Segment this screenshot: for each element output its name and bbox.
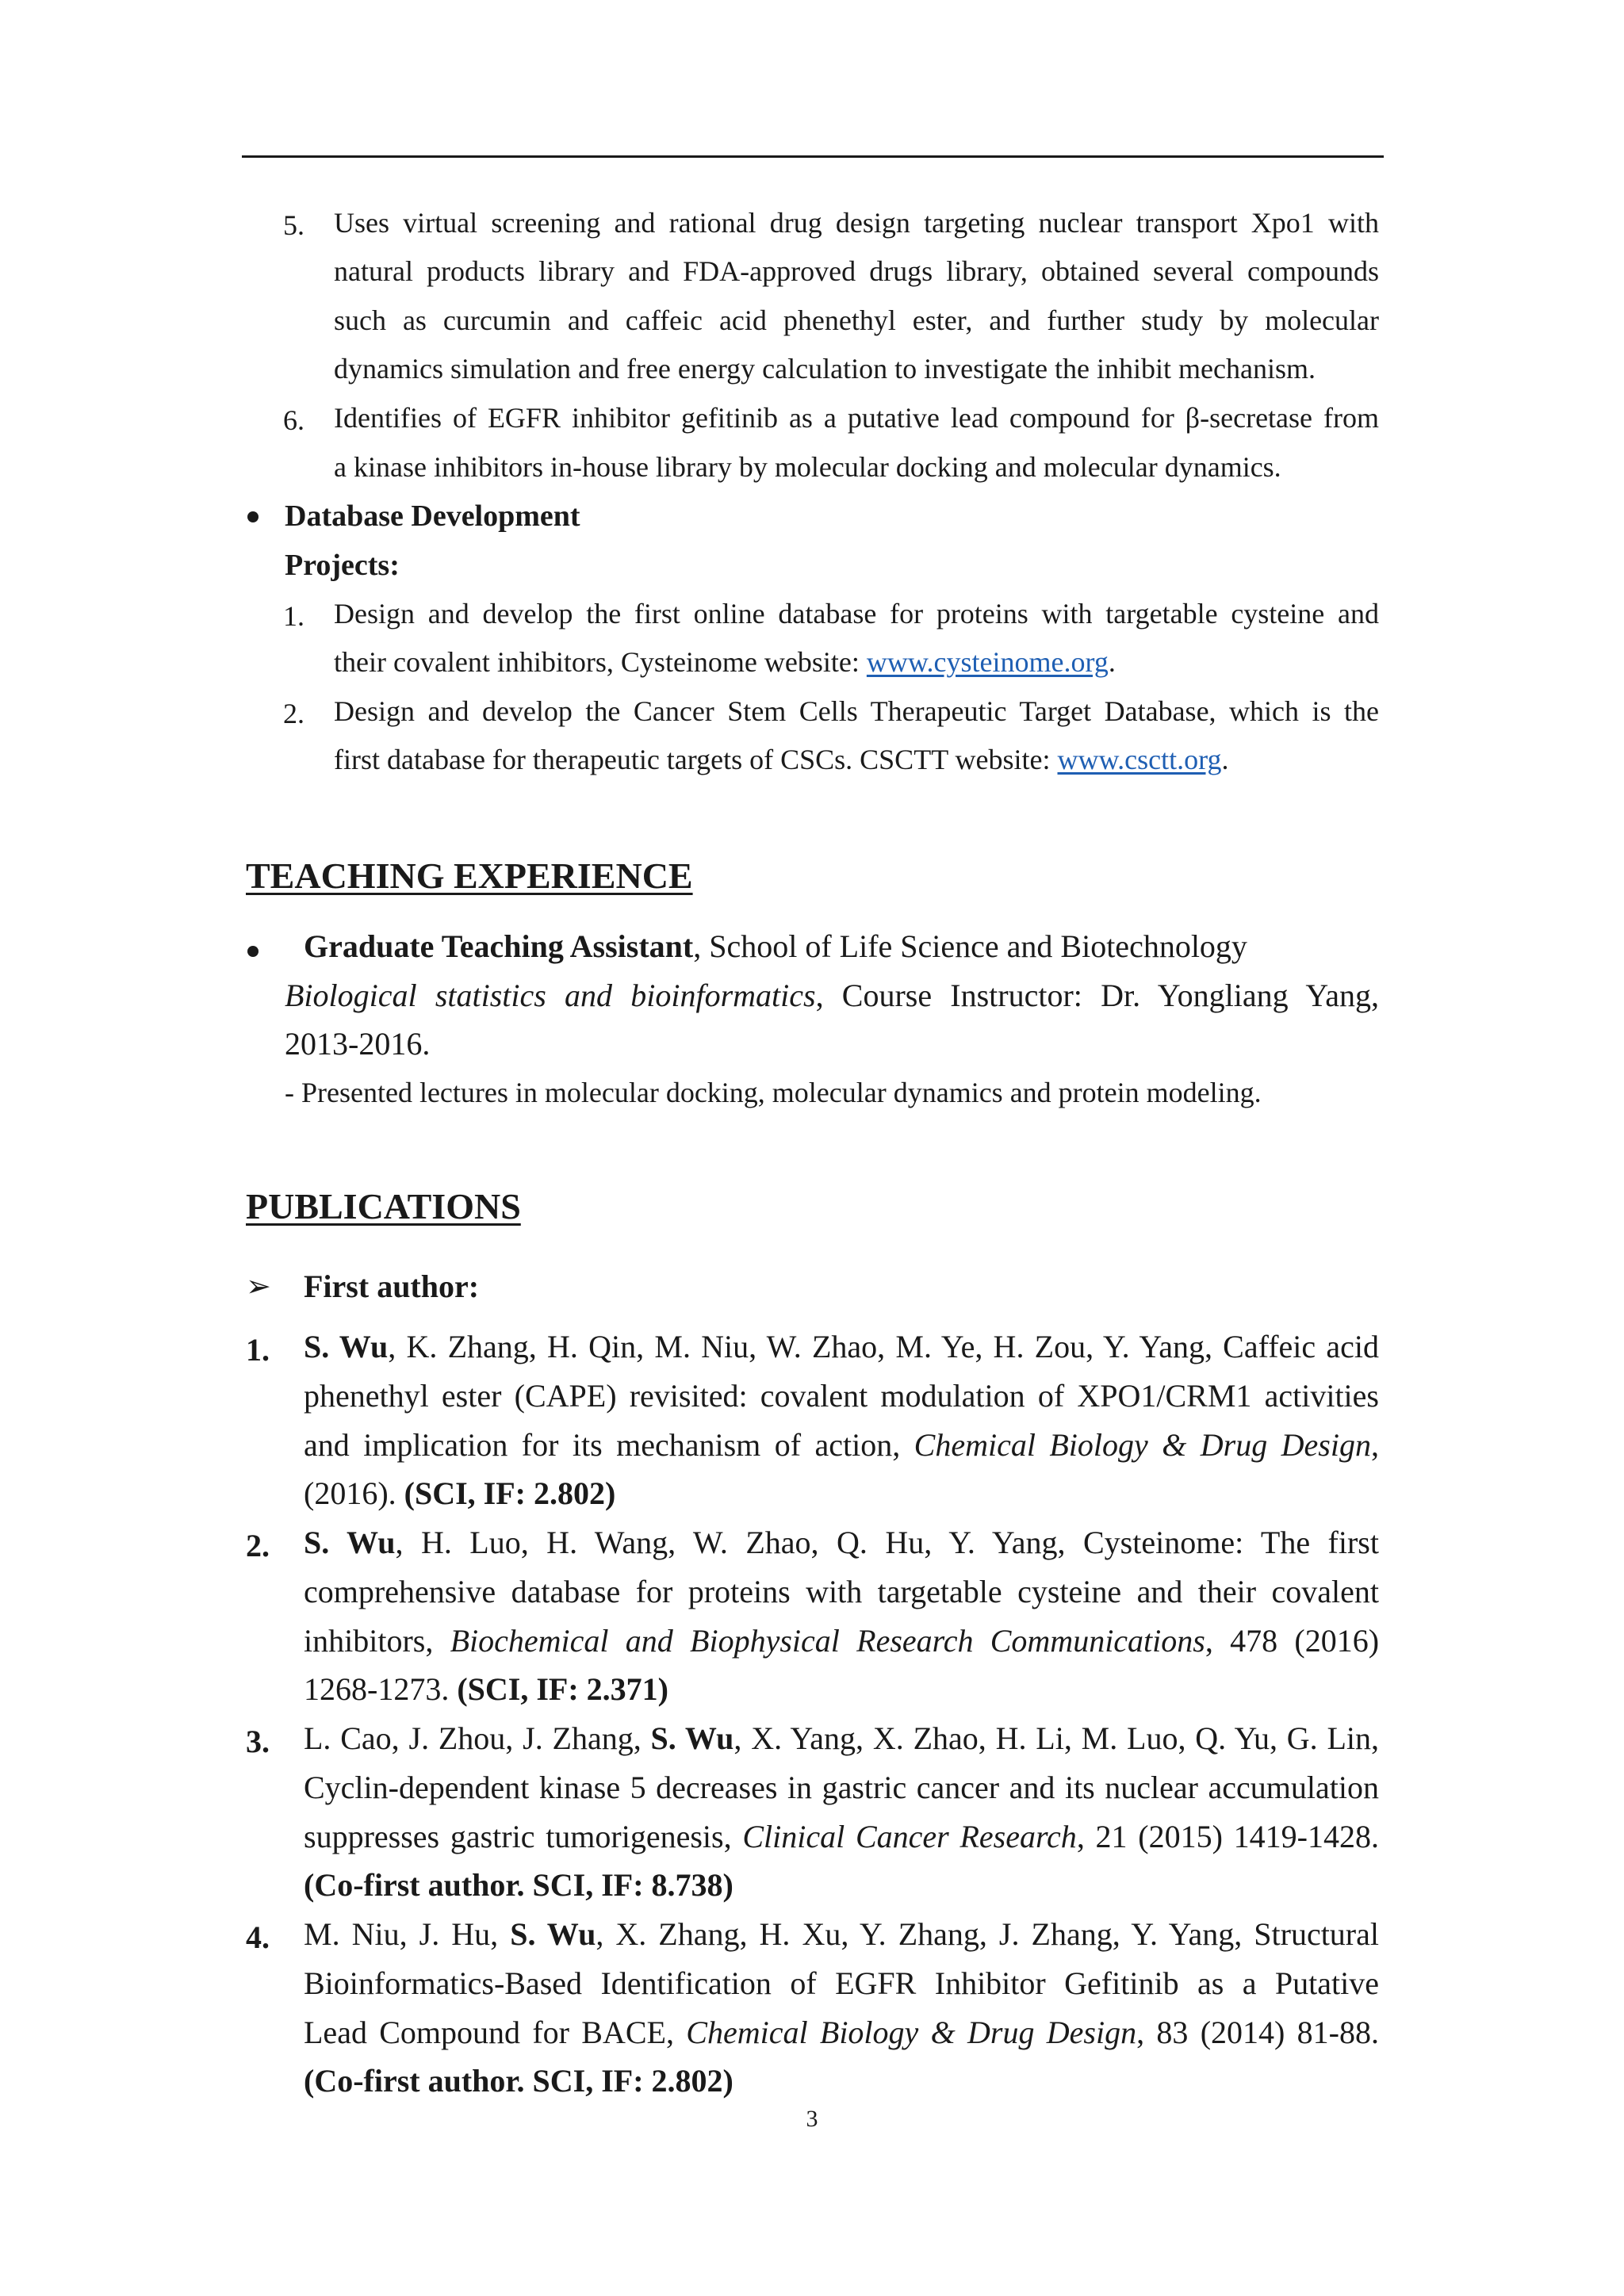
publication-text: , X. Zhang, H. Xu, Y. Zhang, J. Zhang, Y. Yang, Structural: [596, 1916, 1379, 1952]
page-number: 3: [806, 2106, 818, 2132]
project-line: Design and develop the first online database for proteins with targetable cysteine and: [334, 598, 1379, 629]
punctuation: .: [1108, 646, 1116, 678]
project-text: their covalent inhibitors, Cysteinome website:: [334, 646, 867, 678]
teaching-course-line: [285, 980, 1379, 1012]
publication-text: , X. Yang, X. Zhao, H. Li, M. Luo, Q. Yu, G. Lin,: [733, 1720, 1380, 1756]
publication-number: 2.: [246, 1528, 270, 1563]
teaching-course: Biological statistics and bioinformatics: [285, 978, 816, 1013]
publication-text: 1268-1273.: [304, 1671, 458, 1707]
projects-label: Projects:: [285, 549, 400, 582]
teaching-role-line: [304, 928, 1247, 964]
publication-text: ,: [1370, 1427, 1379, 1463]
section-title: Database Development: [285, 499, 580, 533]
project-number: 2.: [283, 698, 304, 729]
publications-heading: PUBLICATIONS: [246, 1186, 521, 1226]
research-item-line: Uses virtual screening and rational drug design targeting nuclear transport Xpo1 with: [334, 207, 1379, 239]
bullet-dot-icon: [247, 511, 259, 522]
publication-line: [304, 1429, 1379, 1461]
publication-line: Bioinformatics‐Based Identification of EGFR Inhibitor Gefitinib as a Putative: [304, 1965, 1379, 2001]
teaching-school: , School of Life Science and Biotechnology: [693, 928, 1247, 964]
publication-text: inhibitors,: [304, 1623, 450, 1659]
publication-text: , 21 (2015) 1419-1428.: [1076, 1819, 1379, 1854]
research-item-line: dynamics simulation and free energy calculation to investigate the inhibit mechanism.: [334, 353, 1316, 385]
author-highlight: S. Wu: [650, 1720, 734, 1756]
publication-line: [304, 1821, 1379, 1853]
publication-text: L. Cao, J. Zhou, J. Zhang,: [304, 1720, 651, 1756]
research-item-line: natural products library and FDA-approved drugs library, obtained several compounds: [334, 255, 1379, 287]
publication-text: suppresses gastric tumorigenesis,: [304, 1819, 743, 1854]
teaching-role: Graduate Teaching Assistant: [304, 928, 694, 964]
impact-factor: (SCI, IF: 2.371): [457, 1671, 668, 1707]
cysteinome-link[interactable]: www.cysteinome.org: [866, 646, 1109, 678]
publication-line: comprehensive database for proteins with targetable cysteine and their covalent: [304, 1574, 1379, 1609]
project-line: Design and develop the Cancer Stem Cells Therapeutic Target Database, which is the: [334, 695, 1379, 727]
journal-name: Clinical Cancer Research: [742, 1819, 1077, 1854]
journal-name: Chemical Biology & Drug Design: [914, 1427, 1371, 1463]
impact-factor: (Co-first author. SCI, IF: 2.802): [304, 2063, 733, 2099]
csctt-link[interactable]: www.csctt.org: [1057, 744, 1222, 775]
research-item-number: 6.: [283, 404, 304, 436]
journal-name: Biochemical and Biophysical Research Communications: [450, 1623, 1205, 1659]
author-highlight: S. Wu: [304, 1329, 389, 1364]
arrow-bullet-icon: ➢: [246, 1270, 271, 1303]
publication-number: 1.: [246, 1332, 270, 1368]
publication-line: [304, 1625, 1379, 1657]
project-number: 1.: [283, 600, 304, 632]
publication-text: , 83 (2014) 81-88.: [1136, 2015, 1379, 2050]
publication-text: and implication for its mechanism of action,: [304, 1427, 914, 1463]
publication-text: , H. Luo, H. Wang, W. Zhao, Q. Hu, Y. Yang, Cysteinome: The first: [395, 1525, 1379, 1560]
publication-number: 3.: [246, 1724, 270, 1759]
author-highlight: S. Wu: [304, 1525, 396, 1560]
impact-factor: (SCI, IF: 2.802): [404, 1475, 616, 1511]
publications-subheading: First author:: [304, 1269, 480, 1304]
publication-text: , 478 (2016): [1205, 1623, 1380, 1659]
project-line: [334, 648, 1116, 676]
publication-text: M. Niu, J. Hu,: [304, 1916, 511, 1952]
publication-text: , K. Zhang, H. Qin, M. Niu, W. Zhao, M. Ye, H. Zou, Y. Yang, Caffeic acid: [388, 1329, 1380, 1364]
publication-line: [304, 1527, 1379, 1559]
project-text: first database for therapeutic targets of CSCs. CSCTT website:: [334, 744, 1058, 775]
impact-factor: (Co-first author. SCI, IF: 8.738): [304, 1867, 733, 1903]
teaching-instructor: , Course Instructor: Dr. Yongliang Yang,: [815, 978, 1379, 1013]
journal-name: Chemical Biology & Drug Design: [686, 2015, 1137, 2050]
publication-line: Cyclin-dependent kinase 5 decreases in gastric cancer and its nuclear accumulation: [304, 1770, 1379, 1805]
publication-line: [304, 1475, 616, 1511]
publication-number: 4.: [246, 1919, 270, 1955]
teaching-heading: TEACHING EXPERIENCE: [246, 855, 693, 896]
research-item-line: a kinase inhibitors in-house library by molecular docking and molecular dynamics.: [334, 451, 1281, 483]
header-rule: [242, 155, 1384, 158]
teaching-years: 2013-2016.: [285, 1026, 431, 1062]
author-highlight: S. Wu: [510, 1916, 596, 1952]
publication-line: [304, 1331, 1379, 1363]
publication-line: [304, 1916, 1379, 1952]
publication-line: [304, 2017, 1379, 2049]
publication-text: Lead Compound for BACE,: [304, 2015, 687, 2050]
research-item-number: 5.: [283, 209, 304, 241]
publication-line: [304, 1720, 1380, 1756]
punctuation: .: [1221, 744, 1229, 775]
research-item-line: such as curcumin and caffeic acid phenethyl ester, and further study by molecular: [334, 304, 1379, 336]
publication-text: (2016).: [304, 1475, 404, 1511]
teaching-note: - Presented lectures in molecular docking, molecular dynamics and protein modeling.: [285, 1077, 1262, 1108]
publication-line: [304, 1671, 668, 1707]
research-item-line: Identifies of EGFR inhibitor gefitinib as a putative lead compound for β-secretase from: [334, 402, 1379, 434]
bullet-dot-icon: [247, 946, 259, 957]
publication-line: phenethyl ester (CAPE) revisited: covalent modulation of XPO1/CRM1 activities: [304, 1378, 1379, 1414]
project-line: [334, 745, 1228, 774]
